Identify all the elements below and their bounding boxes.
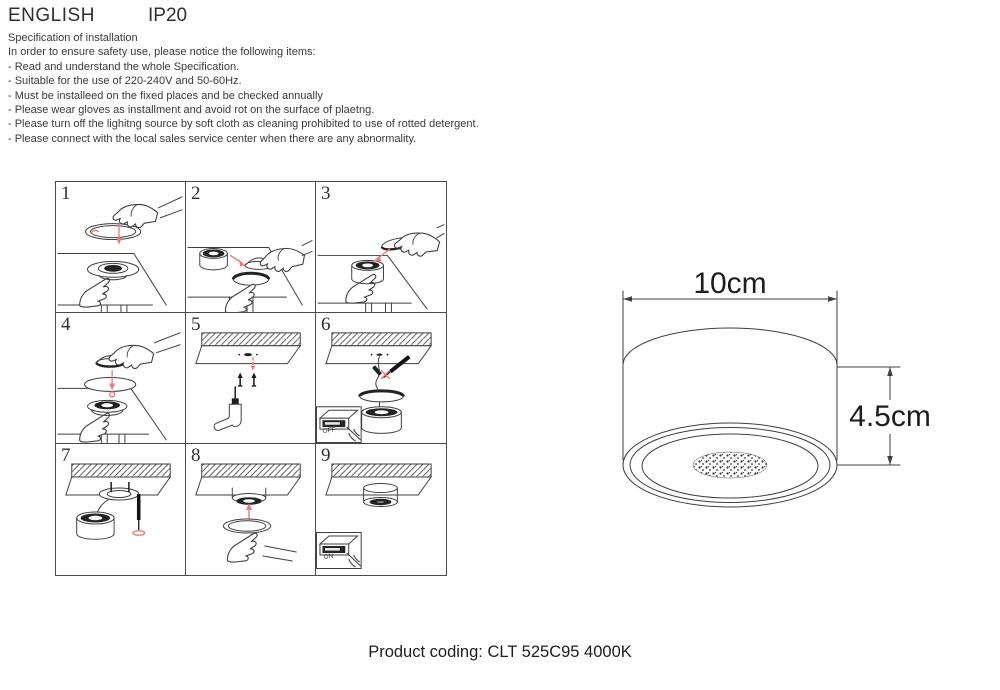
step-number: 7 <box>61 445 71 466</box>
step-number: 8 <box>191 445 201 466</box>
spec-item: - Must be installeed on the fixed places and be checked annually <box>8 89 323 102</box>
step-number: 1 <box>61 183 71 204</box>
ip-rating: IP20 <box>148 5 188 26</box>
switch-on-label: ON <box>323 552 334 561</box>
step-number: 9 <box>321 445 331 466</box>
spec-item: - Please turn off the lighitng source by soft cloth as cleaning prohibited to use of rotted detergent. <box>8 118 479 131</box>
step-2-illustration <box>186 182 315 312</box>
step-cell-9 <box>316 444 446 575</box>
step-4-illustration <box>56 313 185 443</box>
height-dimension-label: 4.5cm <box>849 400 931 433</box>
step-8-illustration <box>186 444 315 575</box>
step-cell-4 <box>56 313 186 444</box>
step-cell-2 <box>186 182 316 313</box>
step-5-illustration <box>186 313 315 443</box>
step-number: 6 <box>321 314 331 335</box>
step-number: 2 <box>191 183 201 204</box>
specification-block <box>8 31 479 146</box>
switch-off-label: OFF <box>322 426 336 436</box>
step-cell-5 <box>186 313 316 444</box>
step-3-illustration <box>316 182 446 312</box>
spec-item: - Suitable for the use of 220-240V and 50-60Hz. <box>8 75 242 88</box>
installation-steps-grid <box>55 181 447 576</box>
spec-item: - Please connect with the local sales service center when there are any abnormality. <box>8 132 417 145</box>
spec-item: - Please wear gloves as installment and avoid rot on the surface of plaetng. <box>8 104 375 117</box>
step-cell-1 <box>56 182 186 313</box>
step-1-illustration <box>56 182 185 312</box>
step-cell-8 <box>186 444 316 575</box>
step-7-illustration <box>56 444 185 575</box>
product-dimension-drawing <box>600 262 950 532</box>
step-cell-6 <box>316 313 446 444</box>
step-number: 5 <box>191 314 201 335</box>
language-heading: ENGLISH <box>8 5 95 26</box>
spec-title: Specification of installation <box>8 32 138 44</box>
product-coding: Product coding: CLT 525C95 4000K <box>368 643 632 661</box>
spec-item: - Read and understand the whole Specification. <box>8 60 240 73</box>
spec-intro: In order to ensure safety use, please notice the following items: <box>8 46 316 59</box>
step-number: 3 <box>321 183 331 204</box>
step-9-illustration <box>316 444 446 575</box>
step-6-illustration <box>316 313 446 443</box>
step-cell-7 <box>56 444 186 575</box>
step-cell-3 <box>316 182 446 313</box>
led-speckle-area <box>693 452 767 478</box>
step-number: 4 <box>61 314 71 335</box>
diameter-dimension-label: 10cm <box>693 267 767 300</box>
